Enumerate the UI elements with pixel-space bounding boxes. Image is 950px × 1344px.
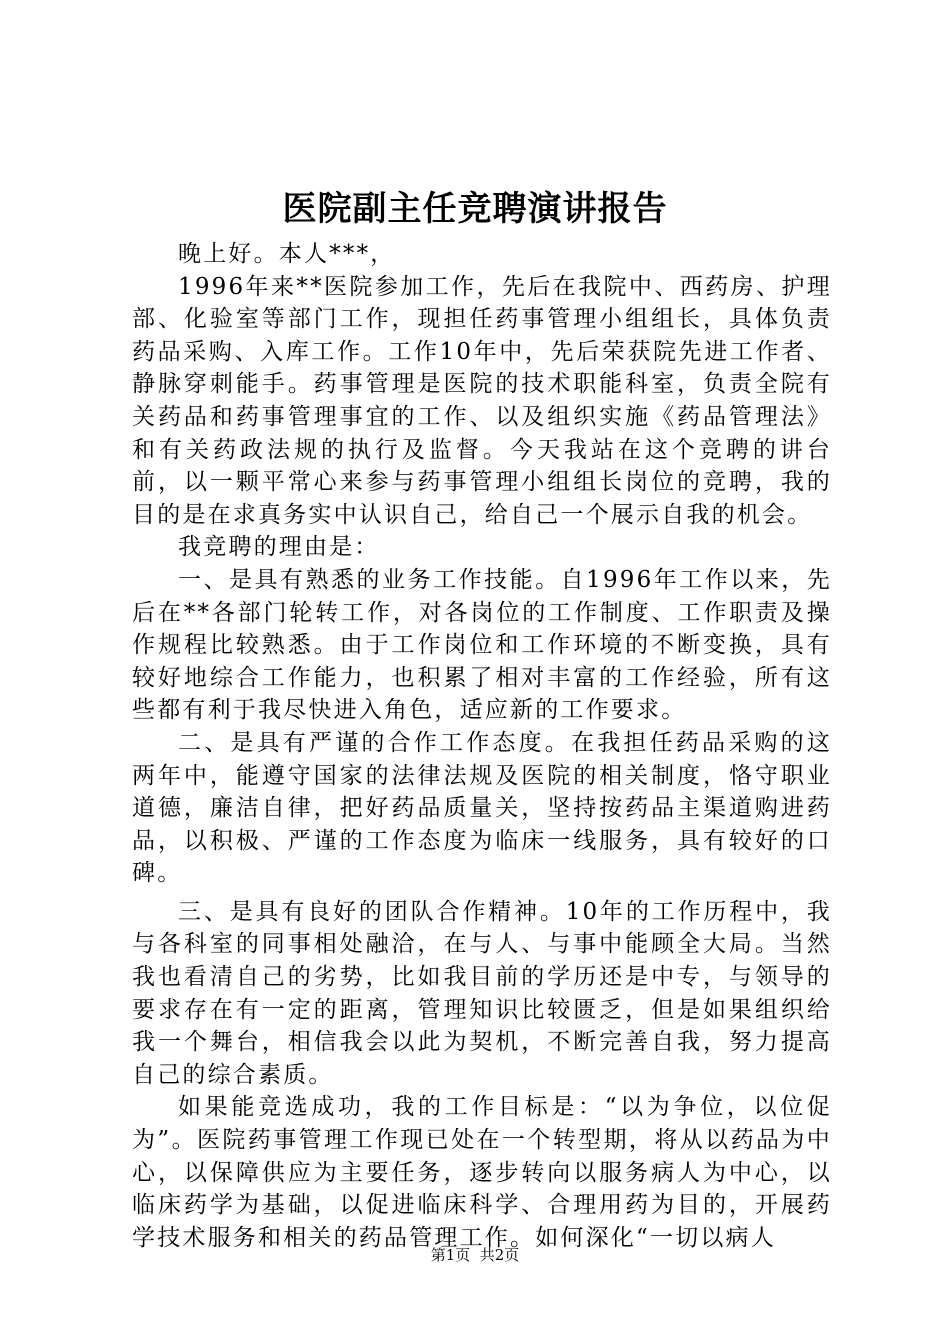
paragraph-introduction: 1996年来**医院参加工作，先后在我院中、西药房、护理部、化验室等部门工作，现担任药事管理小组组长，具体负责药品采购、入库工作。工作10年中，先后荣获院先进工作者、静脉穿刺能手。药事管理是医院的技术职能科室，负责全院有关药品和药事管理事宜的工作、以及组织实施《药品管理法》和有关药政法规的执行及监督。今天我站在这个竞聘的讲台前，以一颗平常心来参与药事管理小组组长岗位的竞聘，我的目的是在求真务实中认识自己，给自己一个展示自我的机会。 bbox=[132, 273, 832, 528]
page-title: 医院副主任竞聘演讲报告 bbox=[282, 189, 668, 229]
paragraph-greeting: 晚上好。本人***， bbox=[178, 241, 396, 267]
document-body bbox=[132, 238, 832, 1254]
paragraph-work-goals: 如果能竞选成功，我的工作目标是：“以为争位，以位促为”。医院药事管理工作现已处在一个转型期，将从以药品为中心，以保障供应为主要任务，逐步转向以服务病人为中心，以临床药学为基础，以促进临床科学、合理用药为目的，开展药学技术服务和相关的药品管理工作。如何深化“一切以病人 bbox=[132, 1094, 832, 1251]
paragraph-reason-two: 二、是具有严谨的合作工作态度。在我担任药品采购的这两年中，能遵守国家的法律法规及医院的相关制度，恪守职业道德，廉洁自律，把好药品质量关，坚持按药品主渠道购进药品，以积极、严谨的工作态度为临床一线服务，具有较好的口碑。 bbox=[132, 729, 832, 887]
paragraph-reasons-heading: 我竞聘的理由是： bbox=[178, 534, 380, 561]
paragraph-reason-one: 一、是具有熟悉的业务工作技能。自1996年工作以来，先后在**各部门轮转工作，对各岗位的工作制度、工作职责及操作规程比较熟悉。由于工作岗位和工作环境的不断变换，具有较好地综合工作能力，也积累了相对丰富的工作经验，所有这些都有利于我尽快进入角色，适应新的工作要求。 bbox=[132, 566, 832, 724]
paragraph-reason-three: 三、是具有良好的团队合作精神。10年的工作历程中，我与各科室的同事相处融洽，在与人、与事中能顾全大局。当然我也看清自己的劣势，比如我目前的学历还是中专，与领导的要求存在有一定的距离，管理知识比较匮乏，但是如果组织给我一个舞台，相信我会以此为契机，不断完善自我，努力提高自己的综合素质。 bbox=[132, 898, 832, 1088]
page-number-footer: 第1页 共2页 bbox=[430, 1246, 520, 1264]
